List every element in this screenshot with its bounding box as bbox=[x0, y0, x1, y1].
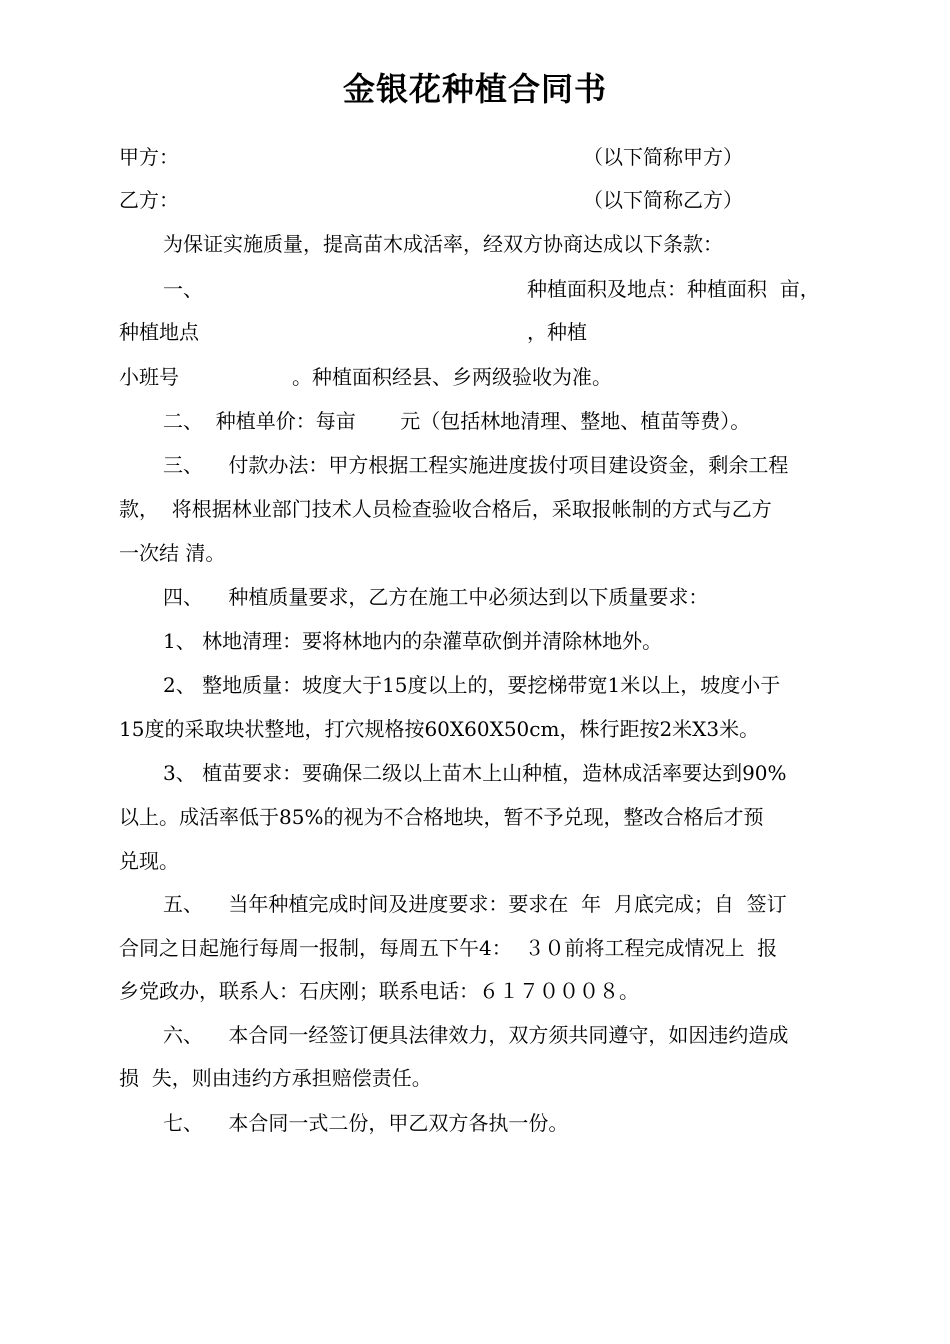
clause4-item2-line2: 15度的采取块状整地，打穴规格按60X60X50cm，株行距按2米X3米。 bbox=[119, 717, 760, 741]
party-b-label: 乙方： bbox=[119, 188, 179, 212]
clause1-location-label: 种植地点 bbox=[119, 320, 199, 344]
party-a-label: 甲方： bbox=[119, 145, 179, 169]
clause1-number: 一、 bbox=[163, 277, 203, 301]
clause4-item2-line1: 2、 整地质量：坡度大于15度以上的，要挖梯带宽1米以上，坡度小于 bbox=[163, 673, 781, 697]
clause5-line2: 合同之日起施行每周一报制，每周五下午4： ３０前将工程完成情况上 报 bbox=[119, 936, 778, 960]
page-title: 金银花种植合同书 bbox=[342, 70, 607, 108]
clause4-item3-line2: 以上。成活率低于85%的视为不合格地块，暂不予兑现，整改合格后才预 bbox=[119, 805, 764, 829]
clause3-line3: 一次结 清。 bbox=[119, 541, 226, 565]
clause3-line2: 款， 将根据林业部门技术人员检查验收合格后，采取报帐制的方式与乙方 bbox=[119, 497, 772, 521]
clause4-item3-line1: 3、 植苗要求：要确保二级以上苗木上山种植，造林成活率要达到90% bbox=[163, 761, 787, 785]
clause5-line1: 五、 当年种植完成时间及进度要求：要求在 年 月底完成；自 签订 bbox=[163, 892, 787, 916]
clause6-line2: 损 失，则由违约方承担赔偿责任。 bbox=[119, 1066, 432, 1090]
clause4-item3-line3: 兑现。 bbox=[119, 849, 179, 873]
party-b-note: （以下简称乙方） bbox=[583, 188, 743, 212]
clause1-planting-label: ，种植 bbox=[527, 320, 587, 344]
clause5-line3: 乡党政办，联系人：石庆刚；联系电话：６１７０００８。 bbox=[119, 979, 639, 1003]
intro-paragraph: 为保证实施质量，提高苗木成活率，经双方协商达成以下条款： bbox=[163, 232, 723, 256]
clause3-line1: 三、 付款办法：甲方根据工程实施进度拔付项目建设资金，剩余工程 bbox=[163, 453, 789, 477]
clause1-verification: 。种植面积经县、乡两级验收为准。 bbox=[292, 365, 612, 389]
clause1-plot-label: 小班号 bbox=[119, 365, 179, 389]
clause1-text: 种植面积及地点：种植面积 亩， bbox=[527, 277, 820, 301]
clause4-item1: 1、 林地清理：要将林地内的杂灌草砍倒并清除林地外。 bbox=[163, 629, 663, 653]
clause2-unit-price: 二、 种植单价：每亩 元（包括林地清理、整地、植苗等费）。 bbox=[163, 409, 751, 433]
clause6-line1: 六、 本合同一经签订便具法律效力，双方须共同遵守，如因违约造成 bbox=[163, 1023, 789, 1047]
clause4-heading: 四、 种植质量要求，乙方在施工中必须达到以下质量要求： bbox=[163, 585, 709, 609]
party-a-note: （以下简称甲方） bbox=[583, 145, 743, 169]
clause7-copies: 七、 本合同一式二份，甲乙双方各执一份。 bbox=[163, 1111, 569, 1135]
